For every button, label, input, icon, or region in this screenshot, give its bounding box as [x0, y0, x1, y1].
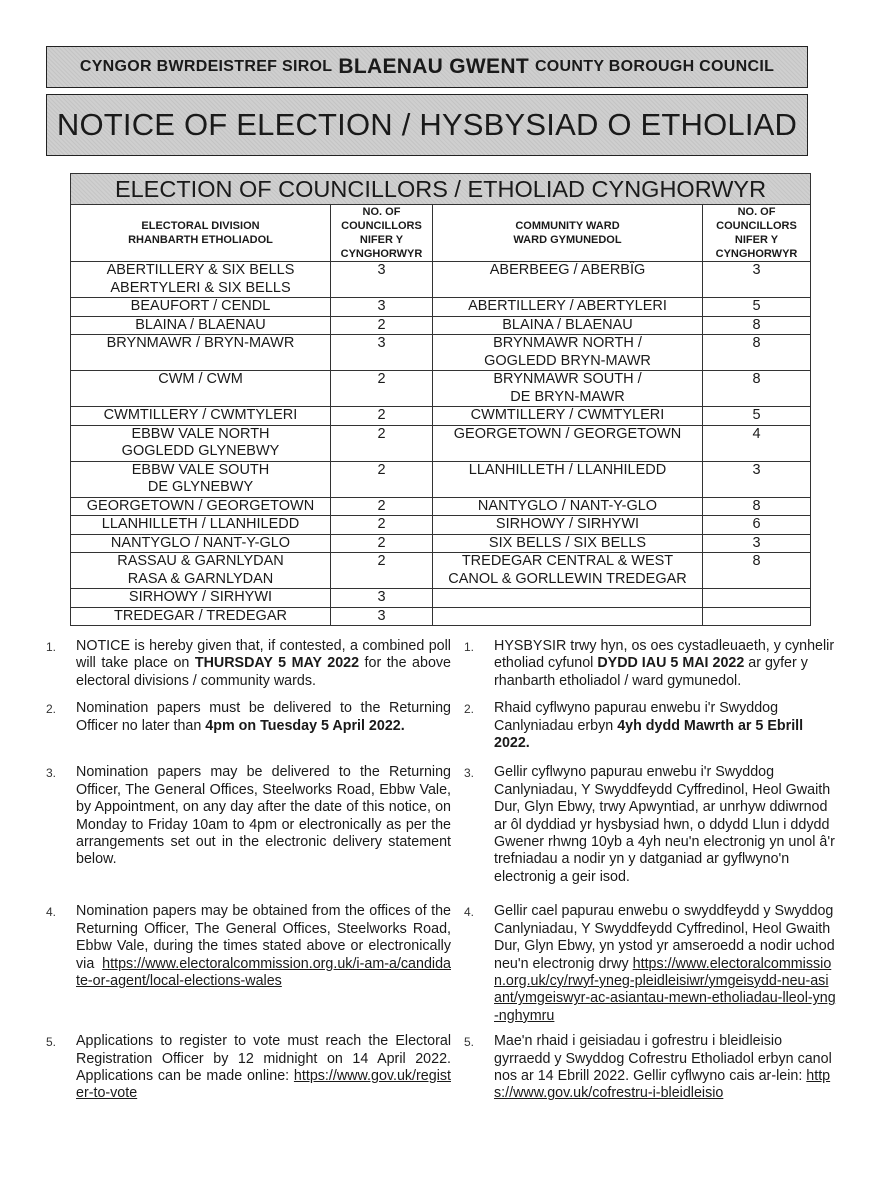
notice-english — [46, 903, 451, 1025]
notice-text-bold: 4yh dydd Mawrth ar 5 Ebrill 2022. — [494, 717, 804, 752]
division-count-cell: 3 — [331, 335, 433, 371]
table-title: ELECTION OF COUNCILLORS / ETHOLIAD CYNGHORWYR — [71, 174, 811, 205]
ward-cell-line: TREDEGAR CENTRAL & WEST — [461, 553, 674, 569]
ward-count-cell: 3 — [703, 534, 811, 553]
division-cell-line: GOGLEDD GLYNEBWY — [121, 443, 280, 459]
ward-cell-line: DE BRYN-MAWR — [510, 388, 625, 405]
election-table — [70, 173, 811, 626]
notice-text — [494, 903, 836, 1025]
division-cell: SIRHOWY / SIRHYWI — [71, 589, 331, 608]
ward-count-cell: 3 — [703, 262, 811, 298]
division-count-cell: 2 — [331, 461, 433, 497]
ward-count-cell — [703, 589, 811, 608]
table-row — [71, 262, 811, 298]
division-count-cell: 3 — [331, 589, 433, 608]
ward-cell: CWMTILLERY / CWMTYLERI — [433, 407, 703, 426]
ward-cell — [433, 589, 703, 608]
ward-count-cell: 4 — [703, 425, 811, 461]
notice-number: 3. — [464, 766, 475, 781]
notice-text — [494, 700, 836, 752]
table-row — [71, 335, 811, 371]
notice-text-bold: 4pm on Tuesday 5 April 2022. — [205, 717, 405, 734]
notice-item — [46, 903, 836, 1025]
table-row — [71, 589, 811, 608]
notice-text-segment: Applications to register to vote must reach the Electoral Registration Officer by 12 midnight on 14 April 2022. Applications can be made online: — [76, 1033, 451, 1084]
notice-text-segment: Rhaid cyflwyno papurau enwebu i'r Swyddog Canlyniadau erbyn — [494, 700, 779, 734]
ward-count-cell: 8 — [703, 316, 811, 335]
header-division-cy: RHANBARTH ETHOLIADOL — [128, 234, 273, 246]
header-count1-en: NO. OF COUNCILLORS — [341, 206, 422, 232]
division-count-cell: 2 — [331, 316, 433, 335]
ward-cell — [433, 335, 703, 371]
ward-cell: SIRHOWY / SIRHYWI — [433, 516, 703, 535]
division-cell: CWM / CWM — [71, 371, 331, 407]
notice-text — [76, 1033, 451, 1103]
notice-link[interactable]: https://www.gov.uk/cofrestru-i-bleidleisio — [494, 1067, 831, 1102]
ward-count-cell — [703, 607, 811, 626]
notice-text — [76, 638, 451, 690]
ward-cell: ABERBEEG / ABERBÎG — [433, 262, 703, 298]
notice-english — [46, 764, 451, 886]
notice-text-segment: Mae'n rhaid i geisiadau i gofrestru i bleidleisio gyrraedd y Swyddog Cofrestru Etholiadol erbyn canol nos ar 14 Ebrill 2022. Gellir cyflwyno cais ar-lein: — [494, 1033, 832, 1084]
notice-number: 1. — [46, 640, 57, 654]
notice-text-segment: Gellir cael papurau enwebu o swyddfeydd y Swyddog Canlyniadau, Y Swyddfeydd Cyffredinol, Heol Gwaith Dur, Glyn Ebwy, yn ystod yr amseroedd a nodir uchod neu'n electronig drwy — [494, 903, 835, 972]
division-cell-line: ABERTILLERY & SIX BELLS — [106, 262, 295, 278]
table-row — [71, 534, 811, 553]
header-ward-en: COMMUNITY WARD — [515, 220, 620, 232]
notice-item — [46, 1033, 836, 1103]
notice-number: 5. — [464, 1035, 475, 1050]
division-cell: NANTYGLO / NANT-Y-GLO — [71, 534, 331, 553]
division-cell-line: DE GLYNEBWY — [147, 479, 254, 495]
notice-item — [46, 700, 836, 752]
council-suffix: COUNTY BOROUGH COUNCIL — [534, 58, 775, 75]
division-cell: TREDEGAR / TREDEGAR — [71, 607, 331, 626]
header-count2-cy: NIFER Y CYNGHORWYR — [715, 234, 798, 260]
division-cell-line: EBBW VALE NORTH — [131, 425, 270, 442]
table-row — [71, 607, 811, 626]
notice-text-bold: DYDD IAU 5 MAI 2022 — [597, 655, 745, 672]
division-cell — [71, 461, 331, 497]
division-count-cell: 2 — [331, 497, 433, 516]
notice-link[interactable]: https://www.gov.uk/register-to-vote — [76, 1067, 451, 1102]
ward-cell-line: GOGLEDD BRYN-MAWR — [484, 352, 651, 369]
division-cell: LLANHILLETH / LLANHILEDD — [71, 516, 331, 535]
ward-cell: LLANHILLETH / LLANHILEDD — [433, 461, 703, 497]
division-cell-line: RASA & GARNLYDAN — [127, 570, 274, 587]
notice-welsh — [464, 764, 836, 886]
notice-english — [46, 700, 451, 752]
notice-number: 4. — [46, 905, 57, 920]
notice-text-segment: Nomination papers must be delivered to the Returning Officer no later than — [76, 700, 451, 734]
division-cell: CWMTILLERY / CWMTYLERI — [71, 407, 331, 426]
ward-cell — [433, 371, 703, 407]
notice-text — [76, 764, 451, 886]
header-division-count — [331, 205, 433, 262]
header-division — [71, 205, 331, 262]
notice-number: 2. — [464, 702, 475, 717]
notice-text-segment: Nomination papers may be delivered to the Returning Officer, The General Offices, Steelworks Road, Ebbw Vale, by Appointment, on any day after the date of this notice, on Monday to Friday 10am to 4pm or electronically as per the arrangements set out in the electronic delivery statement below. — [76, 764, 451, 868]
notice-text — [494, 638, 836, 690]
table-body — [71, 262, 811, 626]
council-prefix: CYNGOR BWRDEISTREF SIROL — [79, 58, 333, 75]
notice-text — [494, 764, 836, 886]
header-count2-en: NO. OF COUNCILLORS — [716, 206, 797, 232]
division-count-cell: 3 — [331, 262, 433, 298]
table-row — [71, 497, 811, 516]
division-cell: GEORGETOWN / GEORGETOWN — [71, 497, 331, 516]
notice-link[interactable]: https://www.electoralcommission.org.uk/cy/rwyf-yneg-pleidleisiwr/ymgeisydd-neu-asiant/ymgeiswyr-ac-asiantau-mewn-etholiadau-lleol-yng-nghymru — [494, 955, 836, 1024]
ward-cell-line: BRYNMAWR SOUTH / — [493, 371, 642, 387]
table-row — [71, 461, 811, 497]
division-count-cell: 2 — [331, 371, 433, 407]
ward-cell: GEORGETOWN / GEORGETOWN — [433, 425, 703, 461]
notice-text-segment: NOTICE is hereby given that, if contested, a combined poll will take place on — [76, 638, 451, 672]
header-division-en: ELECTORAL DIVISION — [141, 220, 260, 232]
notice-text-segment: for the above electoral divisions / community wards. — [76, 655, 451, 689]
table-row — [71, 553, 811, 589]
notice-welsh — [464, 1033, 836, 1103]
notice-number: 3. — [46, 766, 57, 781]
notice-number: 1. — [464, 640, 475, 654]
division-cell — [71, 262, 331, 298]
table-row — [71, 516, 811, 535]
header-ward-cy: WARD GYMUNEDOL — [513, 234, 622, 246]
ward-count-cell: 5 — [703, 298, 811, 317]
table-row — [71, 316, 811, 335]
ward-count-cell: 8 — [703, 497, 811, 516]
notice-welsh — [464, 903, 836, 1025]
notice-link[interactable]: https://www.electoralcommission.org.uk/i-am-a/candidate-or-agent/local-elections-wales — [76, 955, 451, 989]
division-cell: BRYNMAWR / BRYN-MAWR — [71, 335, 331, 371]
division-count-cell: 2 — [331, 407, 433, 426]
notice-text — [76, 700, 451, 752]
table-row — [71, 298, 811, 317]
division-count-cell: 2 — [331, 534, 433, 553]
notice-english — [46, 638, 451, 690]
ward-count-cell: 8 — [703, 371, 811, 407]
council-name: BLAENAU GWENT — [338, 55, 529, 78]
division-cell-line: ABERTYLERI & SIX BELLS — [110, 279, 291, 296]
notice-text — [76, 903, 451, 1025]
division-cell — [71, 553, 331, 589]
ward-count-cell: 8 — [703, 553, 811, 589]
table-row — [71, 371, 811, 407]
division-cell — [71, 425, 331, 461]
ward-cell-line: BRYNMAWR NORTH / — [493, 335, 642, 351]
ward-cell: SIX BELLS / SIX BELLS — [433, 534, 703, 553]
ward-count-cell: 8 — [703, 335, 811, 371]
ward-cell: NANTYGLO / NANT-Y-GLO — [433, 497, 703, 516]
ward-cell: BLAINA / BLAENAU — [433, 316, 703, 335]
notice-number: 5. — [46, 1035, 57, 1050]
notice-item — [46, 764, 836, 886]
division-count-cell: 3 — [331, 298, 433, 317]
header-ward — [433, 205, 703, 262]
ward-count-cell: 5 — [703, 407, 811, 426]
ward-count-cell: 3 — [703, 461, 811, 497]
notice-text-segment: Nomination papers may be obtained from the offices of the Returning Officer, The General Offices, Steelworks Road, Ebbw Vale, during the times stated above or electronically via — [76, 903, 451, 972]
ward-count-cell: 6 — [703, 516, 811, 535]
notice-title: NOTICE OF ELECTION / HYSBYSIAD O ETHOLIAD — [46, 94, 808, 156]
division-cell-line: EBBW VALE SOUTH — [131, 461, 270, 478]
notice-welsh — [464, 638, 836, 690]
division-count-cell: 2 — [331, 425, 433, 461]
division-cell-line: RASSAU & GARNLYDAN — [117, 553, 284, 569]
division-cell: BEAUFORT / CENDL — [71, 298, 331, 317]
ward-cell: ABERTILLERY / ABERTYLERI — [433, 298, 703, 317]
header-ward-count — [703, 205, 811, 262]
notice-number: 4. — [464, 905, 475, 920]
notice-item — [46, 638, 836, 690]
ward-cell-line: CANOL & GORLLEWIN TREDEGAR — [448, 570, 687, 587]
notice-text-segment: Gellir cyflwyno papurau enwebu i'r Swyddog Canlyniadau, Y Swyddfeydd Cyffredinol, Heol Gwaith Dur, Glyn Ebwy, trwy Apwyntiad, ar unrhyw ddiwrnod ar ôl dyddiad yr hysbysiad hwn, o ddydd Llun i ddydd Gwener rhwng 10yb a 4yh neu'n electronig yn unol â'r trefniadau a nodir yn y datganiad ar gyflwyno'n electronig a geir isod. — [494, 764, 835, 885]
notice-text — [494, 1033, 836, 1103]
division-cell: BLAINA / BLAENAU — [71, 316, 331, 335]
division-count-cell: 2 — [331, 516, 433, 535]
notice-text-segment: ar gyfer y rhanbarth etholiadol / ward gymunedol. — [494, 655, 808, 689]
table-row — [71, 407, 811, 426]
notice-text-segment: HYSBYSIR trwy hyn, os oes cystadleuaeth, y cynhelir etholiad cyfunol — [494, 638, 835, 672]
notice-number: 2. — [46, 702, 57, 717]
council-banner — [46, 46, 808, 88]
header-count1-cy: NIFER Y CYNGHORWYR — [340, 234, 423, 260]
notice-text-bold: THURSDAY 5 MAY 2022 — [194, 655, 360, 672]
table-row — [71, 425, 811, 461]
ward-cell — [433, 607, 703, 626]
notice-items — [46, 638, 836, 1103]
ward-cell — [433, 553, 703, 589]
division-count-cell: 2 — [331, 553, 433, 589]
notice-welsh — [464, 700, 836, 752]
division-count-cell: 3 — [331, 607, 433, 626]
notice-english — [46, 1033, 451, 1103]
